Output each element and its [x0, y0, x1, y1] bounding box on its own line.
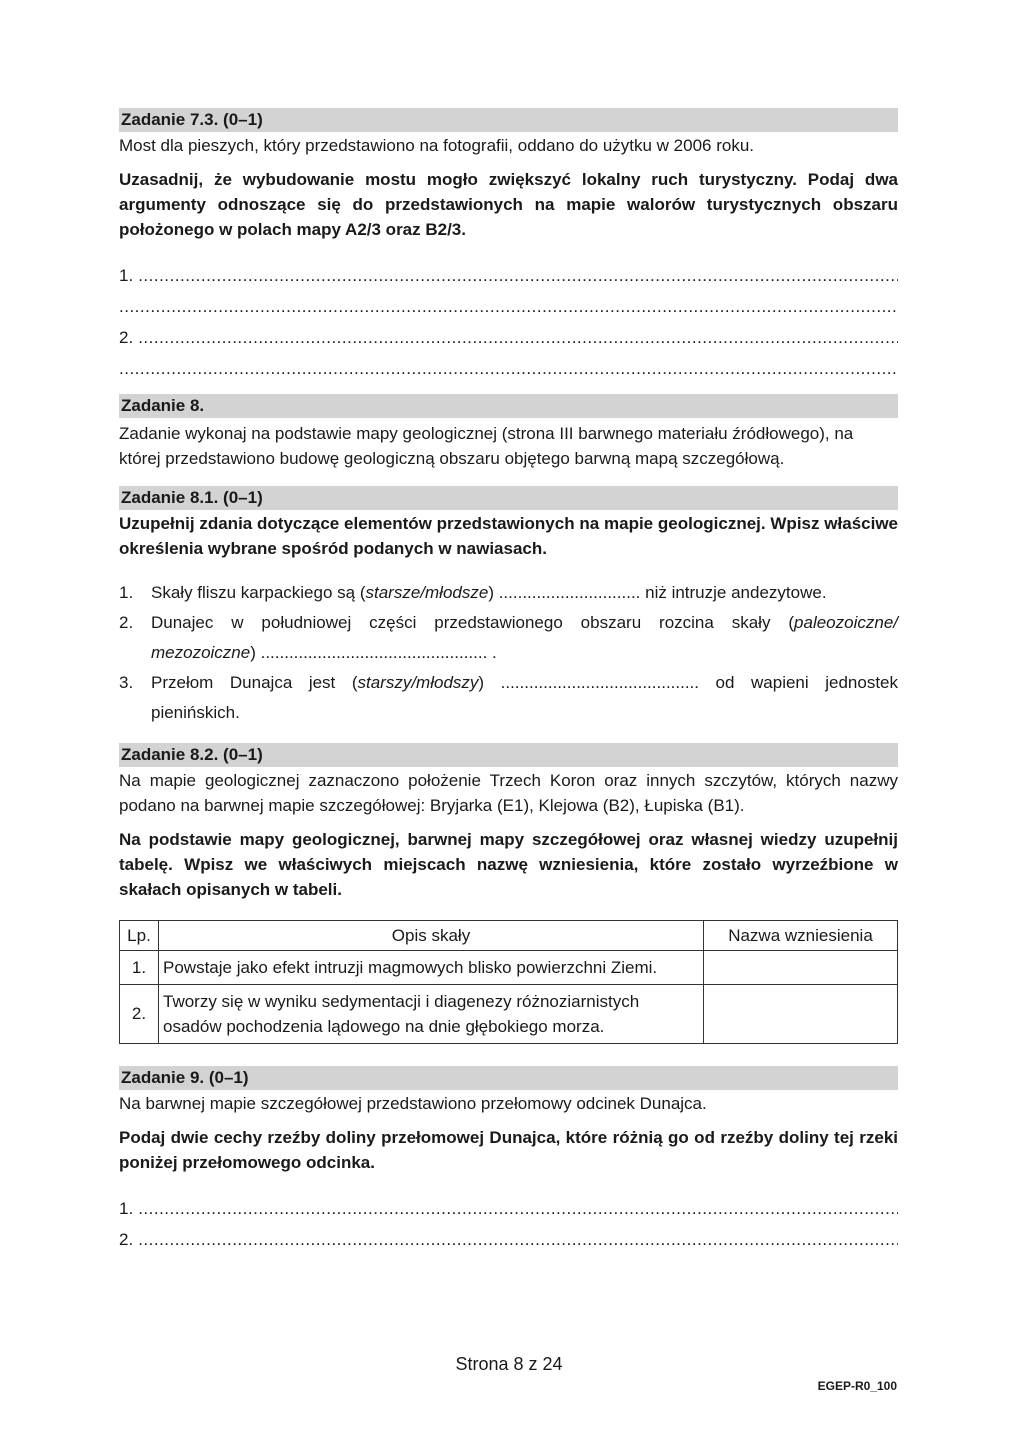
task-9-heading: Zadanie 9. (0–1) [119, 1066, 898, 1090]
sentence-options: paleozoiczne/ mezozoiczne [151, 613, 898, 662]
dotted-line [119, 353, 898, 384]
dotted-line [119, 291, 898, 322]
task-8-heading: Zadanie 8. [119, 394, 898, 418]
answer-line-1[interactable] [119, 260, 898, 291]
dotted-line [138, 1193, 898, 1224]
rock-description: Powstaje jako efekt intruzji magmowych blisko powierzchni Ziemi. [159, 951, 704, 985]
answer-number: 1. [119, 266, 134, 285]
task-9-instruction: Podaj dwie cechy rzeźby doliny przełomowej Dunajca, które różnią go od rzeźby doliny tej rzeki poniżej przełomowego odcinka. [119, 1128, 898, 1172]
sentence-number: 2. [119, 613, 134, 632]
col-header-name: Nazwa wzniesienia [704, 921, 898, 951]
sentence-text: Przełom Dunajca jest ( [151, 673, 358, 692]
dotted-line [138, 260, 898, 291]
dotted-line [138, 1224, 898, 1255]
col-header-lp: Lp. [120, 921, 159, 951]
answer-number: 1. [119, 1199, 134, 1218]
task-8-2-intro: Na mapie geologicznej zaznaczono położenie Trzech Koron oraz innych szczytów, których nazwy podano na barwnej mapie szczegółowej: Bryjarka (E1), Klejowa (B2), Łupiska (B1). [119, 771, 898, 815]
col-header-desc: Opis skały [159, 921, 704, 951]
task-8-2-instruction: Na podstawie mapy geologicznej, barwnej mapy szczegółowej oraz własnej wiedzy uzupełnij tabelę. Wpisz we właściwych miejscach nazwę wzniesienia, które zostało wyrzeźbione w skałach opisanych w tabeli. [119, 830, 898, 899]
peak-name-cell[interactable] [704, 985, 898, 1044]
page-content [119, 108, 898, 1255]
table-row [120, 951, 898, 985]
sentence-options: starszy/młodszy [357, 673, 479, 692]
sentence-blank[interactable]: ) .............................. niż intruzje andezytowe. [488, 583, 827, 602]
answer-line-2-cont[interactable] [119, 353, 898, 384]
page-number: Strona 8 z 24 [455, 1354, 563, 1374]
sentence-number: 3. [119, 673, 134, 692]
sentence-text: Skały fliszu karpackiego są ( [151, 583, 366, 602]
task-8-1-instruction: Uzupełnij zdania dotyczące elementów przedstawionych na mapie geologicznej. Wpisz właściwe określenia wybrane spośród podanych w nawiasach. [119, 514, 898, 558]
task-9-answer-area[interactable] [119, 1193, 898, 1255]
answer-line-2[interactable] [119, 322, 898, 353]
task-8-1-heading: Zadanie 8.1. (0–1) [119, 486, 898, 510]
sentence-2[interactable] [119, 608, 898, 668]
rock-description: Tworzy się w wyniku sedymentacji i diagenezy różnoziarnistych osadów pochodzenia lądowego na dnie głębokiego morza. [159, 985, 704, 1044]
answer-number: 2. [119, 1230, 134, 1249]
sentence-1[interactable] [119, 578, 898, 608]
answer-line-1-cont[interactable] [119, 291, 898, 322]
task-7-3-intro: Most dla pieszych, który przedstawiono na fotografii, oddano do użytku w 2006 roku. [119, 136, 755, 155]
task-7-3-instruction: Uzasadnij, że wybudowanie mostu mogło zwiększyć lokalny ruch turystyczny. Podaj dwa argumenty odnoszące się do przedstawionych na mapie walorów turystycznych obszaru położonego w polach mapy A2/3 oraz B2/3. [119, 170, 898, 239]
peak-name-cell[interactable] [704, 951, 898, 985]
sentence-options: starsze/młodsze [365, 583, 489, 602]
answer-line-2[interactable] [119, 1224, 898, 1255]
answer-number: 2. [119, 328, 134, 347]
dotted-line [138, 322, 898, 353]
task-9-intro: Na barwnej mapie szczegółowej przedstawiono przełomowy odcinek Dunajca. [119, 1094, 707, 1113]
rock-table [119, 920, 898, 1044]
sentence-number: 1. [119, 583, 134, 602]
sentence-text: Dunajec w południowej części przedstawionego obszaru rozcina skały ( [151, 613, 795, 632]
task-8-intro: Zadanie wykonaj na podstawie mapy geologicznej (strona III barwnego materiału źródłowego), na której przedstawiono budowę geologiczną obszaru objętego barwną mapą szczegółową. [119, 424, 854, 468]
sentence-3[interactable] [119, 668, 898, 728]
task-8-1-sentences [119, 578, 898, 728]
row-number: 2. [120, 985, 159, 1044]
answer-line-1[interactable] [119, 1193, 898, 1224]
task-7-3-answer-area[interactable] [119, 260, 898, 384]
task-8-2-heading: Zadanie 8.2. (0–1) [119, 743, 898, 767]
table-header-row [120, 921, 898, 951]
sentence-blank[interactable]: ) ................................................ . [250, 643, 497, 662]
task-7-3-heading: Zadanie 7.3. (0–1) [119, 108, 898, 132]
table-row [120, 985, 898, 1044]
sentence-blank[interactable]: ) .......................................... od wapieni jednostek pienińskich. [151, 673, 898, 722]
row-number: 1. [120, 951, 159, 985]
exam-code: EGEP-R0_100 [817, 1379, 897, 1393]
